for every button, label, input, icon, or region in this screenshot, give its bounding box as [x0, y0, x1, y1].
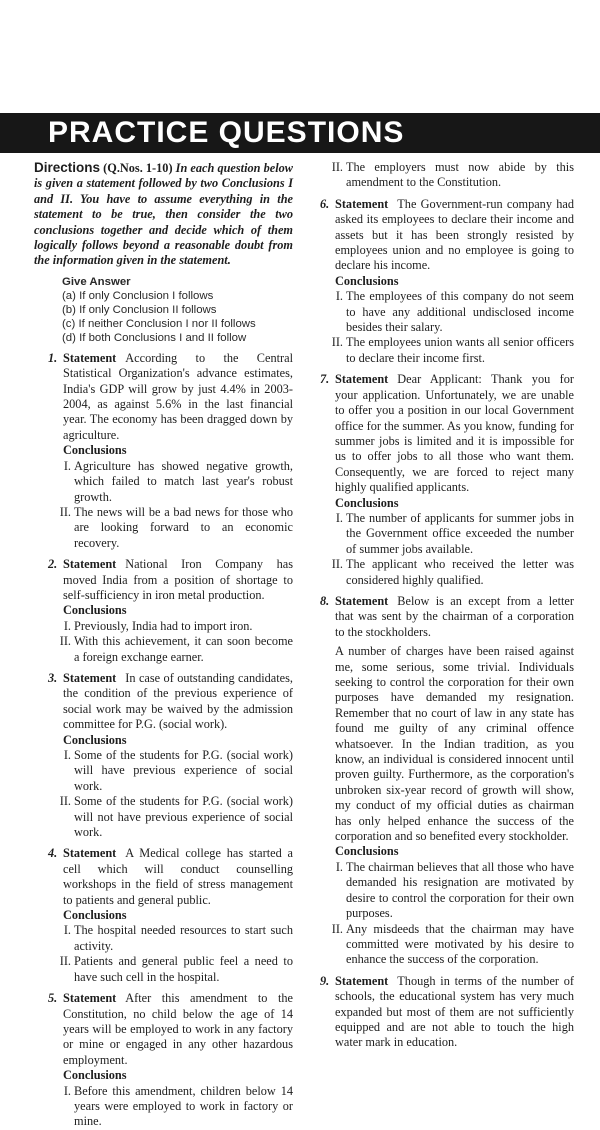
conclusion-item [59, 954, 293, 985]
conclusion-item [335, 860, 574, 922]
conclusion-text: The employees union wants all senior officers to declare their income first. [346, 335, 574, 365]
conclusion-text: The hospital needed resources to start such activity. [74, 923, 293, 953]
question-number: 3. [48, 670, 58, 685]
conclusion-numeral: I. [63, 618, 71, 633]
question-9 [306, 974, 574, 1051]
statement-label: Statement [63, 557, 117, 572]
statement-text: Though in terms of the number of schools, the educational system has very much expanded but most of them are not sufficiently equipped and are not able to touch the high water mark in education. [335, 973, 574, 1050]
question-7 [306, 372, 574, 588]
question-number: 9. [320, 973, 330, 988]
give-answer [62, 275, 293, 345]
column-right [306, 160, 574, 1130]
conclusion-text: Some of the students for P.G. (social work) will have previous experience of social work. [74, 748, 293, 793]
question-number: 2. [48, 557, 58, 572]
conclusions-label: Conclusions [63, 443, 127, 458]
carryover-conclusion [331, 160, 574, 191]
directions-body: In each question below is given a statement followed by two Conclusions I and II. You have to assume everything in the statement to be true, then consider the two conclusions together and decide which of them logically follows beyond a reasonable doubt from the information given in the statement. [34, 161, 293, 268]
statement-label: Statement [335, 593, 389, 608]
conclusion-numeral: II. [59, 954, 71, 969]
conclusion-item [63, 923, 293, 954]
conclusion-numeral: II. [59, 504, 71, 519]
question-number: 7. [320, 372, 330, 387]
conclusions-label: Conclusions [335, 273, 399, 288]
conclusion-text: With this achievement, it can soon become a foreign exchange earner. [74, 634, 293, 664]
conclusion-numeral: I. [335, 859, 343, 874]
page-title: PRACTICE QUESTIONS [48, 116, 405, 149]
statement-label: Statement [335, 372, 389, 387]
conclusion-text: Patients and general public feel a need to have such cell in the hospital. [74, 954, 293, 984]
conclusion-numeral: II. [331, 335, 343, 350]
statement-label: Statement [335, 196, 389, 211]
conclusion-text: Before this amendment, children below 14 years were employed to work in factory or mine. [74, 1083, 293, 1129]
conclusion-numeral: II. [59, 634, 71, 649]
question-5 [34, 991, 293, 1130]
conclusion-numeral: II. [59, 794, 71, 809]
conclusion-text: The number of applicants for summer jobs in the Government office exceeded the number of summer jobs available. [346, 510, 574, 556]
conclusion-item [63, 1084, 293, 1130]
column-left [34, 160, 293, 1130]
conclusion-item [335, 511, 574, 557]
conclusion-text: The employees of this company do not seem to have any additional undisclosed income besides their salary. [346, 289, 574, 335]
question-2 [34, 557, 293, 665]
conclusions-label: Conclusions [63, 1068, 127, 1083]
statement-text: Below is an except from a letter that was sent by the chairman of a corporation to the stockholders. [335, 593, 574, 639]
give-answer-label: Give Answer [62, 275, 131, 288]
statement-label: Statement [63, 350, 117, 365]
conclusion-numeral: I. [335, 289, 343, 304]
question-number: 6. [320, 196, 330, 211]
conclusion-text: The chairman believes that all those who have demanded his resignation are motivated by desire to control the corporation for their own purposes. [346, 859, 574, 921]
conclusion-item [63, 619, 293, 634]
conclusion-numeral: II. [331, 557, 343, 572]
conclusion-text: Previously, India had to import iron. [74, 618, 253, 633]
question-number: 8. [320, 593, 330, 608]
question-6 [306, 197, 574, 366]
question-number: 1. [48, 350, 58, 365]
question-1 [34, 351, 293, 551]
directions-range: (Q.Nos. 1-10) [103, 161, 173, 175]
statement-text: Dear Applicant: Thank you for your application. Unfortunately, we are unable to offer you a position in our local Government office for the summer. As you know, funding for summer jobs is limited and it is impossible for us to offer jobs to all those who want them. Consequently, we are forced to reject many highly qualified applicants. [335, 372, 574, 495]
statement-text: The Government-run company had asked its employees to declare their income and assets but it has been strongly resisted by employees union and no employee is going to declare his income. [335, 196, 574, 273]
conclusion-item [331, 557, 574, 588]
statement-text: According to the Central Statistical Organization's advance estimates, India's GDP will grow by just 4.4% in 2003-2004, as against 5.6% in the last financial year. The economy has been dragged down by agriculture. [63, 350, 293, 442]
statement-text: In case of outstanding candidates, the condition of the previous experience of social work may be waived by the admission committee for P.G. (social work). [63, 670, 293, 732]
conclusion-item [331, 921, 574, 968]
answer-option-b: (b) If only Conclusion II follows [62, 303, 217, 316]
answer-option-a: (a) If only Conclusion I follows [62, 289, 214, 302]
conclusions-label: Conclusions [63, 603, 127, 618]
conclusions-label: Conclusions [63, 732, 127, 747]
conclusion-text: The employers must now abide by this amendment to the Constitution. [346, 160, 574, 190]
statement-text: National Iron Company has moved India from a position of shortage to self-sufficiency in iron metal production. [63, 557, 293, 602]
answer-option-c: (c) If neither Conclusion I nor II follows [62, 317, 256, 330]
conclusions-label: Conclusions [335, 844, 399, 859]
directions [34, 160, 293, 269]
conclusion-text: The applicant who received the letter was considered highly qualified. [346, 557, 574, 587]
conclusion-text: Agriculture has showed negative growth, which failed to match last year's robust growth. [74, 458, 293, 504]
page-content [0, 160, 600, 1130]
answer-option-d: (d) If both Conclusions I and II follow [62, 331, 247, 344]
conclusion-item [335, 289, 574, 335]
statement-label: Statement [63, 991, 117, 1006]
statement-label: Statement [63, 670, 117, 685]
conclusion-text: The news will be a bad news for those who are looking forward to an economic recovery. [74, 504, 293, 550]
statement-label: Statement [335, 973, 389, 988]
statement-text: A Medical college has started a cell which will conduct counselling workshops in the field of stress management to patients and general public. [63, 846, 293, 907]
conclusion-numeral: I. [63, 1083, 71, 1098]
conclusions-label: Conclusions [63, 908, 127, 923]
question-number: 5. [48, 991, 58, 1006]
conclusion-numeral: I. [63, 748, 71, 762]
conclusion-numeral: II. [331, 921, 343, 936]
practice-questions-banner [0, 113, 600, 153]
question-8 [306, 594, 574, 968]
conclusion-numeral: II. [331, 160, 343, 174]
conclusion-numeral: I. [63, 458, 71, 473]
statement-text: After this amendment to the Constitution, no child below the age of 14 years will be employed to work in any factory or mine or engaged in any other hazardous employment. [63, 991, 293, 1067]
question-number: 4. [48, 846, 58, 861]
conclusion-item [59, 634, 293, 665]
conclusion-numeral: I. [63, 923, 71, 938]
conclusion-text: Some of the students for P.G. (social work) will not have previous experience of social work. [74, 794, 293, 840]
conclusions-label: Conclusions [335, 495, 399, 510]
question-4 [34, 846, 293, 985]
statement-label: Statement [63, 846, 117, 861]
statement-extra-paragraph: A number of charges have been raised against me, some serious, some trivial. Individuals seeking to control the corporation for their own purposes have demanded my resignation. Remember that no court of law in any state has found me guilty of any criminal offence whatsoever. In the Indian tradition, as you know, an individual is considered innocent until proven guilty. Furthermore, as the corporation's unbroken six-year record of growth will show, my conduct of my official duties as chairman has only helped enhance the success of the corporation and so benefited every stockholder. [335, 644, 574, 844]
conclusion-item [63, 459, 293, 505]
conclusion-item [63, 748, 293, 794]
directions-label: Directions [34, 160, 101, 175]
question-3 [34, 671, 293, 840]
conclusion-item [59, 794, 293, 840]
conclusion-numeral: I. [335, 510, 343, 525]
conclusion-item [59, 504, 293, 551]
conclusion-text: Any misdeeds that the chairman may have committed were motivated by his desire to enhance the success of the corporation. [346, 921, 574, 967]
conclusion-item [331, 335, 574, 366]
